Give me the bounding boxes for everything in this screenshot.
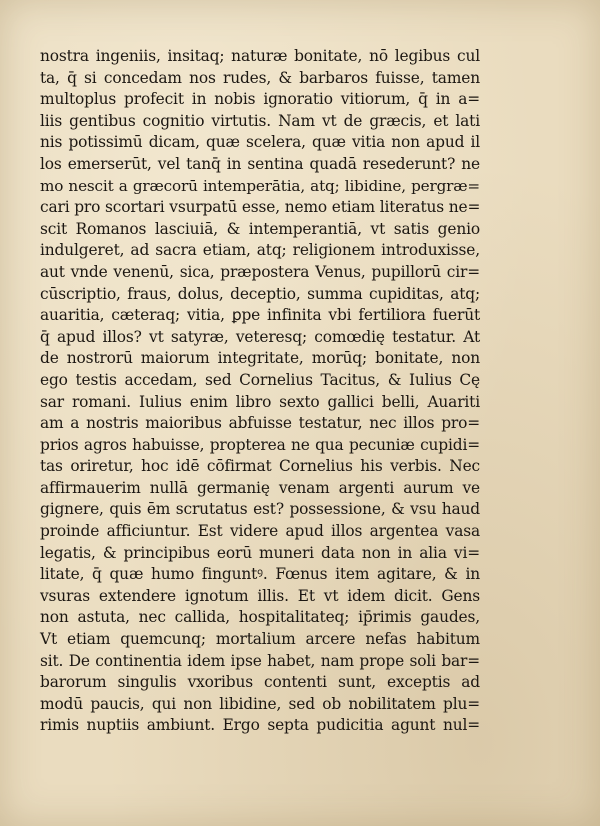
text-line: vsuras extendere ignotum illis. Et vt idem dicit. Gens [40, 586, 480, 605]
text-line: liis gentibus cognitio virtutis. Nam vt de græcis, et lati [40, 111, 480, 130]
text-line: scit Romanos lasciuiā, & intemperantiā, vt satis genio [40, 219, 480, 238]
text-line: sit. De continentia idem ipse habet, nam prope soli bar= [40, 651, 480, 670]
text-line: ta, q̄ si concedam nos rudes, & barbaros fuisse, tamen [40, 68, 480, 87]
text-line: de nostrorū maiorum integritate, morūq; bonitate, non [40, 349, 480, 368]
text-line: nostra ingeniis, insitaq; naturæ bonitate, nō legibus cul [40, 47, 480, 65]
text-line: non astuta, nec callida, hospitalitateq; ip̄rimis gaudes, [40, 608, 480, 627]
text-line: Vt etiam quemcunq; mortalium arcere nefas habitum [40, 630, 480, 649]
text-line: sar romani. Iulius enim libro sexto gallici belli, Auariti [40, 392, 480, 411]
text-line: rimis nuptiis ambiunt. Ergo septa pudicitia agunt nul= [40, 716, 480, 735]
text-line: cūscriptio, fraus, dolus, deceptio, summa cupiditas, atq; [40, 284, 480, 303]
text-line: los emerserūt, vel tanq̄ in sentina quadā resederunt? ne [40, 154, 480, 173]
text-line: indulgeret, ad sacra etiam, atq; religionem introduxisse, [40, 241, 480, 260]
text-line: auaritia, cæteraq; vitia, ꝑpe infinita vbi fertiliora fuerūt [40, 306, 480, 325]
text-line: aut vnde venenū, sica, præpostera Venus, pupillorū cir= [40, 262, 480, 281]
text-line: ego testis accedam, sed Cornelius Tacitus, & Iulius Cę [40, 370, 480, 389]
text-line: q̄ apud illos? vt satyræ, veteresq; comœdię testatur. At [40, 327, 480, 346]
text-line: proinde afficiuntur. Est videre apud illos argentea vasa [40, 522, 480, 541]
text-line: litate, q̄ quæ humo finguntꝰ. Fœnus item agitare, & in [40, 565, 480, 584]
text-line: cari pro scortari vsurpatū esse, nemo etiam literatus ne= [40, 198, 481, 217]
text-line: gignere, quis ēm scrutatus est? possessione, & vsu haud [40, 500, 480, 519]
text-line: nis potissimū dicam, quæ scelera, quæ vitia non apud il [40, 133, 480, 152]
text-line: mo nescit a græcorū intemperātia, atq; libidine, pergræ= [40, 176, 480, 195]
text-line: multoplus profecit in nobis ignoratio vitiorum, q̄ in a= [40, 90, 480, 109]
body-text [40, 46, 480, 737]
text-line: prios agros habuisse, propterea ne qua pecuniæ cupidi= [40, 435, 480, 454]
text-line: legatis, & principibus eorū muneri data non in alia vi= [40, 543, 480, 562]
text-line: modū paucis, qui non libidine, sed ob nobilitatem plu= [40, 694, 480, 713]
text-line: tas oriretur, hoc idē cōfirmat Cornelius his verbis. Nec [40, 457, 480, 476]
text-line: am a nostris maioribus abfuisse testatur, nec illos pro= [40, 414, 480, 433]
text-line: affirmauerim nullā germanię venam argenti aurum ve [40, 478, 480, 497]
text-line: barorum singulis vxoribus contenti sunt, exceptis ad [40, 673, 480, 692]
